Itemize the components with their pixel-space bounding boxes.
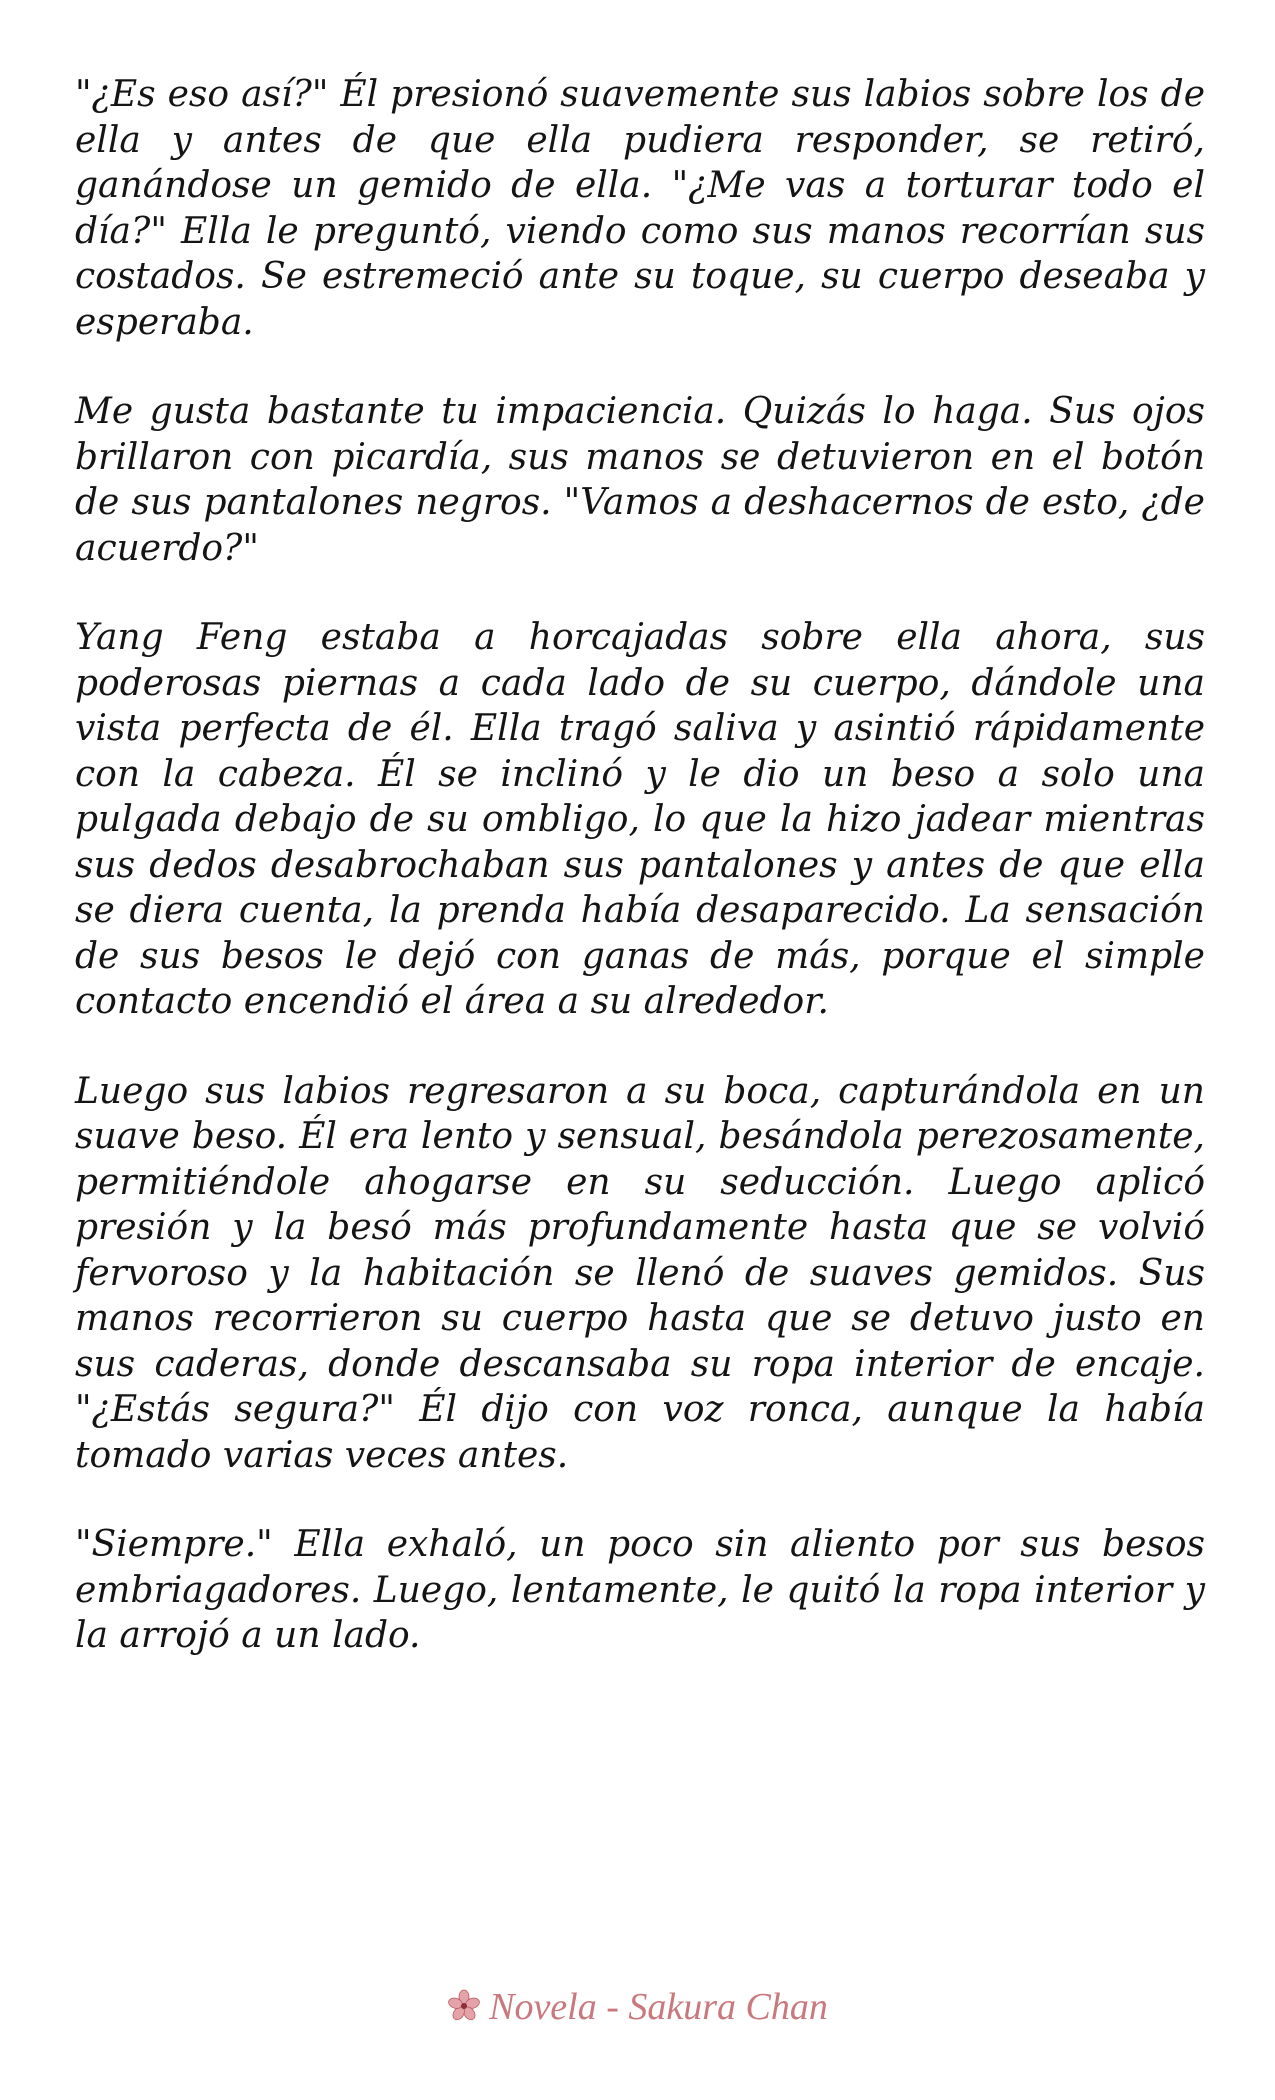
paragraph: Luego sus labios regresaron a su boca, capturándola en un suave beso. Él era lento y sensual, besándola perezosamente, permitiéndole ahogarse en su seducción. Luego aplicó presión y la besó más profundamente hasta que se volvió fervoroso y la habitación se llenó de suaves gemidos. Sus manos recorrieron su cuerpo hasta que se detuvo justo en sus caderas, donde descansaba su ropa interior de encaje. "¿Estás segura?" Él dijo con voz ronca, aunque la había tomado varias veces antes. xyxy=(75,1070,1205,1476)
sakura-flower-icon xyxy=(447,1989,481,2023)
document-body xyxy=(75,72,1205,1703)
paragraph: "Siempre." Ella exhaló, un poco sin aliento por sus besos embriagadores. Luego, lentamente, le quitó la ropa interior y la arrojó a un lado. xyxy=(75,1524,1205,1656)
footer-text: Novela - Sakura Chan xyxy=(489,1986,828,2028)
paragraph: "¿Es eso así?" Él presionó suavemente sus labios sobre los de ella y antes de que ella pudiera responder, se retiró, ganándose un gemido de ella. "¿Me vas a torturar todo el día?" Ella le preguntó, viendo como sus manos recorrían sus costados. Se estremeció ante su toque, su cuerpo deseaba y esperaba. xyxy=(75,74,1205,343)
paragraph: Yang Feng estaba a horcajadas sobre ella ahora, sus poderosas piernas a cada lado de su cuerpo, dándole una vista perfecta de él. Ella tragó saliva y asintió rápidamente con la cabeza. Él se inclinó y le dio un beso a solo una pulgada debajo de su ombligo, lo que la hizo jadear mientras sus dedos desabrochaban sus pantalones y antes de que ella se diera cuenta, la prenda había desaparecido. La sensación de sus besos le dejó con ganas de más, porque el simple contacto encendió el área a su alrededor. xyxy=(75,617,1205,1022)
paragraph: Me gusta bastante tu impaciencia. Quizás lo haga. Sus ojos brillaron con picardía, sus manos se detuvieron en el botón de sus pantalones negros. "Vamos a deshacernos de esto, ¿de acuerdo?" xyxy=(75,391,1205,569)
watermark-footer xyxy=(0,1985,1275,2029)
